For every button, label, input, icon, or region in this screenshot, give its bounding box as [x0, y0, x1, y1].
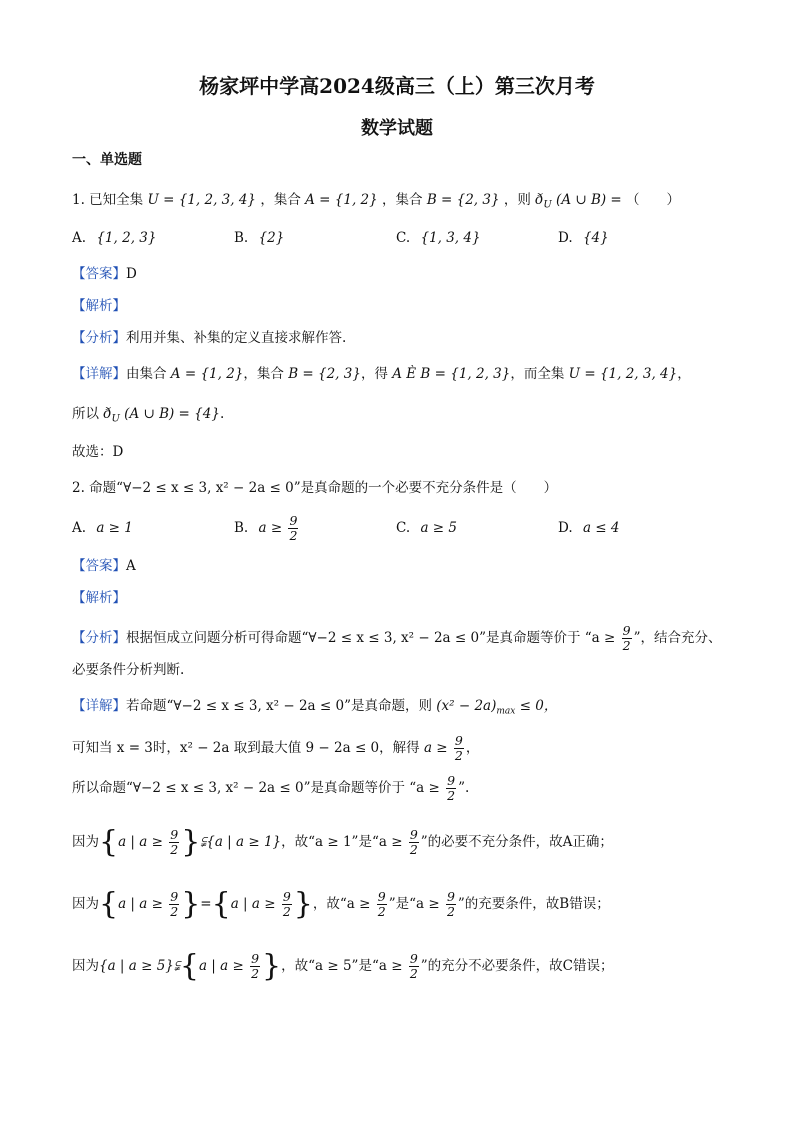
- analysis-tag: 【解析】: [72, 590, 126, 606]
- text: ”的必要不充分条件，故A正确；: [420, 834, 613, 850]
- numerator: 9: [289, 513, 298, 528]
- text: ，集合: [243, 366, 284, 382]
- q1-blank: （ ）: [626, 192, 681, 208]
- subscript: max: [496, 706, 516, 717]
- q1-B-set: B = {2, 3}: [426, 192, 500, 208]
- text: 所以: [72, 406, 99, 422]
- q1-option-c: [396, 228, 481, 248]
- q1-A-set: A = {1, 2}: [305, 192, 378, 208]
- q2-line2: [72, 730, 479, 766]
- fraction: [446, 890, 456, 919]
- option-key: B.: [234, 230, 249, 246]
- q1-choose: 故选：D: [72, 444, 124, 460]
- fraction: [622, 624, 632, 653]
- q2-analysis-heading: [72, 588, 126, 608]
- q1-prefix: 1. 已知全集: [72, 192, 144, 208]
- text: .: [219, 406, 225, 422]
- denominator: 2: [289, 528, 298, 543]
- text: ，而全集: [510, 366, 565, 382]
- text: ”.: [458, 780, 470, 796]
- text: ”的充分不必要条件，故C错误；: [420, 958, 614, 974]
- denominator: 2: [409, 966, 418, 981]
- option-text: {1, 2, 3}: [96, 230, 157, 246]
- math: a | a ≥: [118, 896, 163, 912]
- fraction: [288, 514, 298, 543]
- math: B = {2, 3}: [288, 366, 361, 382]
- q2-line5: [72, 884, 610, 924]
- fenxi-tag: 【分析】: [72, 630, 126, 646]
- page-title: 杨家坪中学高2024级高三（上）第三次月考: [199, 74, 595, 98]
- text: 因为: [72, 958, 99, 974]
- q1-mid1: ，集合: [260, 192, 301, 208]
- denominator: 2: [377, 904, 386, 919]
- answer-value: D: [126, 266, 137, 282]
- brace-left: {: [99, 824, 119, 860]
- math: {a | a ≥ 5}: [99, 958, 174, 974]
- fenxi-tag: 【分析】: [72, 330, 126, 346]
- text: 可知当 x = 3时，x² − 2a 取到最大值 9 − 2a ≤ 0，解得: [72, 740, 420, 756]
- math: (A ∪ B) = {4}: [124, 406, 220, 422]
- brace-left: {: [99, 886, 119, 922]
- text: ，故“a ≥ 1”是“a ≥: [281, 834, 403, 850]
- complement-sub: U: [111, 413, 120, 425]
- q2-stem: 2. 命题“∀−2 ≤ x ≤ 3, x² − 2a ≤ 0”是真命题的一个必要不充分条件是（ ）: [72, 480, 558, 496]
- relation: ⫋: [173, 958, 180, 974]
- fraction: [446, 774, 456, 803]
- xiangjie-tag: 【详解】: [72, 698, 126, 714]
- text: 根据恒成立问题分析可得命题“∀−2 ≤ x ≤ 3, x² − 2a ≤ 0”是真命题等价于 “a ≥: [126, 630, 616, 646]
- q2-line3: [72, 770, 469, 806]
- fraction: [169, 828, 179, 857]
- q1-option-d: [558, 228, 609, 248]
- text: ”的充要条件，故B错误；: [457, 896, 610, 912]
- text: 因为: [72, 896, 99, 912]
- q1-conclusion: [72, 404, 224, 430]
- text: ”是“a ≥: [388, 896, 440, 912]
- fraction: [169, 890, 179, 919]
- math: {a | a ≥ 1}: [206, 834, 282, 850]
- answer-value: A: [126, 558, 136, 574]
- math: a | a ≥: [118, 834, 163, 850]
- denominator: 2: [454, 748, 463, 763]
- q2-fenxi: [72, 620, 721, 656]
- fraction: [282, 890, 292, 919]
- option-text: {1, 3, 4}: [420, 230, 481, 246]
- denominator: 2: [409, 842, 418, 857]
- text: ，故“a ≥ 5”是“a ≥: [281, 958, 403, 974]
- fraction: [454, 734, 464, 763]
- numerator: 9: [454, 733, 463, 748]
- numerator: 9: [447, 773, 456, 788]
- math: a | a ≥: [230, 896, 276, 912]
- fraction: [377, 890, 387, 919]
- q1-mid2: ，集合: [382, 192, 423, 208]
- q1-option-b: [234, 228, 284, 248]
- math: (x² − 2a): [436, 698, 497, 714]
- fraction: [250, 952, 260, 981]
- text: 由集合: [126, 366, 167, 382]
- option-key: C.: [396, 230, 411, 246]
- q1-option-a: [72, 228, 156, 248]
- fenxi-text: 利用并集、补集的定义直接求解作答.: [126, 330, 347, 346]
- text: 若命题“∀−2 ≤ x ≤ 3, x² − 2a ≤ 0”是真命题，则: [126, 698, 432, 714]
- q1-complement-symbol: ð: [535, 192, 544, 208]
- q1-U-set: U = {1, 2, 3, 4}: [147, 192, 257, 208]
- q1-answer: [72, 264, 137, 284]
- math: a ≥: [423, 740, 448, 756]
- denominator: 2: [282, 904, 291, 919]
- option-text: {2}: [258, 230, 285, 246]
- text: ，: [465, 740, 480, 756]
- math: a | a ≥: [198, 958, 244, 974]
- numerator: 9: [377, 889, 386, 904]
- math: U = {1, 2, 3, 4}: [568, 366, 678, 382]
- q2-answer: [72, 556, 136, 576]
- math: A = {1, 2}: [170, 366, 244, 382]
- q2-option-c: [396, 518, 457, 538]
- numerator: 9: [170, 889, 179, 904]
- q1-expr: (A ∪ B) =: [556, 192, 622, 208]
- option-text: a ≤ 4: [582, 520, 620, 536]
- q2-fenxi-cont: 必要条件分析判断.: [72, 662, 185, 678]
- relation: =: [200, 896, 212, 912]
- math: A È B = {1, 2, 3}: [392, 366, 511, 382]
- text: ，得: [360, 366, 388, 382]
- denominator: 2: [622, 638, 631, 653]
- numerator: 9: [409, 827, 418, 842]
- option-text: a ≥ 5: [420, 520, 457, 536]
- fraction: [409, 952, 419, 981]
- answer-tag: 【答案】: [72, 558, 126, 574]
- option-key: A.: [72, 520, 87, 536]
- answer-tag: 【答案】: [72, 266, 126, 282]
- q1-fenxi: [72, 328, 346, 348]
- numerator: 9: [409, 951, 418, 966]
- denominator: 2: [447, 788, 456, 803]
- q1-complement-sub: U: [543, 199, 552, 211]
- text: ”，结合充分、: [633, 630, 722, 646]
- relation: ⫋: [200, 834, 207, 850]
- option-key: D.: [558, 520, 573, 536]
- q1-analysis-heading: [72, 296, 126, 316]
- q2-line4: [72, 822, 613, 862]
- brace-right: }: [262, 948, 282, 984]
- numerator: 9: [251, 951, 260, 966]
- text: ，故“a ≥: [312, 896, 371, 912]
- option-text: a ≥: [258, 520, 283, 536]
- brace-left: {: [211, 886, 231, 922]
- text: 因为: [72, 834, 99, 850]
- fraction: [409, 828, 419, 857]
- text: 所以命题“∀−2 ≤ x ≤ 3, x² − 2a ≤ 0”是真命题等价于 “a ≥: [72, 780, 440, 796]
- denominator: 2: [170, 842, 179, 857]
- brace-right: }: [181, 886, 201, 922]
- analysis-tag: 【解析】: [72, 298, 126, 314]
- complement-symbol: ð: [103, 406, 112, 422]
- option-text: a ≥ 1: [96, 520, 133, 536]
- xiangjie-tag: 【详解】: [72, 366, 126, 382]
- q1-mid3: ，则: [503, 192, 531, 208]
- q2-option-b: [234, 510, 300, 546]
- brace-right: }: [181, 824, 201, 860]
- denominator: 2: [446, 904, 455, 919]
- denominator: 2: [251, 966, 260, 981]
- q2-line6: [72, 946, 614, 986]
- brace-right: }: [293, 886, 313, 922]
- q2-option-d: [558, 518, 619, 538]
- option-text: {4}: [582, 230, 609, 246]
- option-key: C.: [396, 520, 411, 536]
- option-key: D.: [558, 230, 573, 246]
- numerator: 9: [622, 623, 631, 638]
- brace-left: {: [179, 948, 199, 984]
- page-subtitle: 数学试题: [361, 118, 433, 139]
- denominator: 2: [170, 904, 179, 919]
- section-heading: 一、单选题: [72, 152, 142, 168]
- q1-xiangjie: [72, 364, 691, 384]
- numerator: 9: [282, 889, 291, 904]
- q1-stem: [72, 190, 680, 216]
- option-key: A.: [72, 230, 87, 246]
- q2-xiangjie: [72, 696, 557, 722]
- option-key: B.: [234, 520, 249, 536]
- q2-option-a: [72, 518, 133, 538]
- numerator: 9: [170, 827, 179, 842]
- numerator: 9: [446, 889, 455, 904]
- text: ，: [677, 366, 691, 382]
- math: ≤ 0，: [519, 698, 558, 714]
